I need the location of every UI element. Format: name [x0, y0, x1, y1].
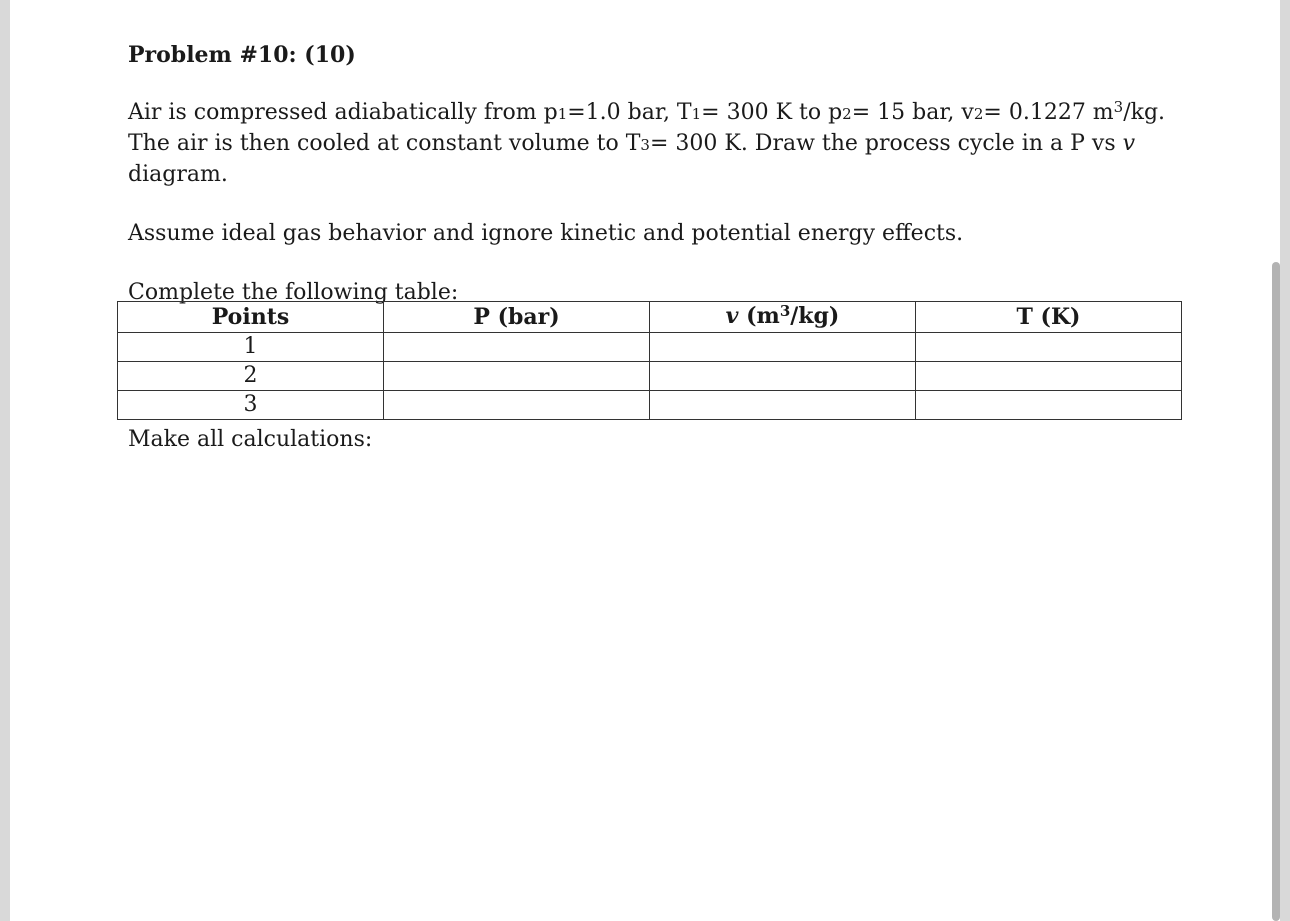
point-label: 2	[118, 362, 384, 391]
instruction-text: Complete the following table:	[128, 280, 459, 305]
subscript: 3	[640, 136, 650, 154]
subscript: 2	[973, 105, 984, 123]
subscript: 1	[691, 105, 702, 123]
temperature-cell[interactable]	[916, 391, 1182, 420]
table-row	[118, 333, 1182, 362]
temperature-cell[interactable]	[916, 333, 1182, 362]
table-row	[118, 362, 1182, 391]
volume-cell[interactable]	[650, 391, 916, 420]
assumption-text: Assume ideal gas behavior and ignore kinetic and potential energy effects.	[128, 221, 964, 246]
superscript: 3	[779, 302, 791, 320]
statement-text: Air is compressed adiabatically from p	[128, 100, 558, 125]
statement-text: = 300 K. Draw the process cycle in a P vs	[649, 131, 1123, 156]
problem-title: Problem #10: (10)	[128, 42, 356, 68]
statement-text: /kg. The air is then cooled at constant volume to T	[128, 100, 1166, 156]
scrollbar-thumb[interactable]	[1272, 262, 1280, 921]
subscript: 2	[842, 105, 852, 123]
statement-text: =1.0 bar, T	[567, 100, 692, 125]
point-label: 1	[118, 333, 384, 362]
table-row	[118, 391, 1182, 420]
italic-v: v	[1122, 131, 1136, 156]
header-points: Points	[118, 302, 384, 333]
pressure-cell[interactable]	[384, 362, 650, 391]
problem-statement	[128, 98, 1192, 189]
volume-cell[interactable]	[650, 333, 916, 362]
statement-text: = 0.1227 m	[983, 100, 1114, 125]
header-pressure: P (bar)	[384, 302, 650, 333]
state-points-table	[117, 301, 1182, 420]
right-gutter	[1280, 0, 1290, 921]
table-header-row	[118, 302, 1182, 333]
subscript: 1	[557, 105, 568, 123]
statement-text: = 300 K to p	[701, 100, 843, 125]
point-label: 3	[118, 391, 384, 420]
calculations-prompt: Make all calculations:	[128, 427, 373, 452]
volume-cell[interactable]	[650, 362, 916, 391]
document-page	[10, 0, 1280, 921]
italic-v: v	[725, 303, 739, 329]
superscript: 3	[1113, 98, 1124, 116]
unit-text: (m	[738, 303, 780, 329]
pressure-cell[interactable]	[384, 391, 650, 420]
problem-content	[128, 40, 1192, 452]
statement-text: diagram.	[128, 162, 228, 187]
header-temperature: T (K)	[916, 302, 1182, 333]
header-specific-volume	[650, 302, 916, 333]
pressure-cell[interactable]	[384, 333, 650, 362]
temperature-cell[interactable]	[916, 362, 1182, 391]
unit-text: /kg)	[790, 303, 840, 329]
statement-text: = 15 bar, v	[851, 100, 974, 125]
